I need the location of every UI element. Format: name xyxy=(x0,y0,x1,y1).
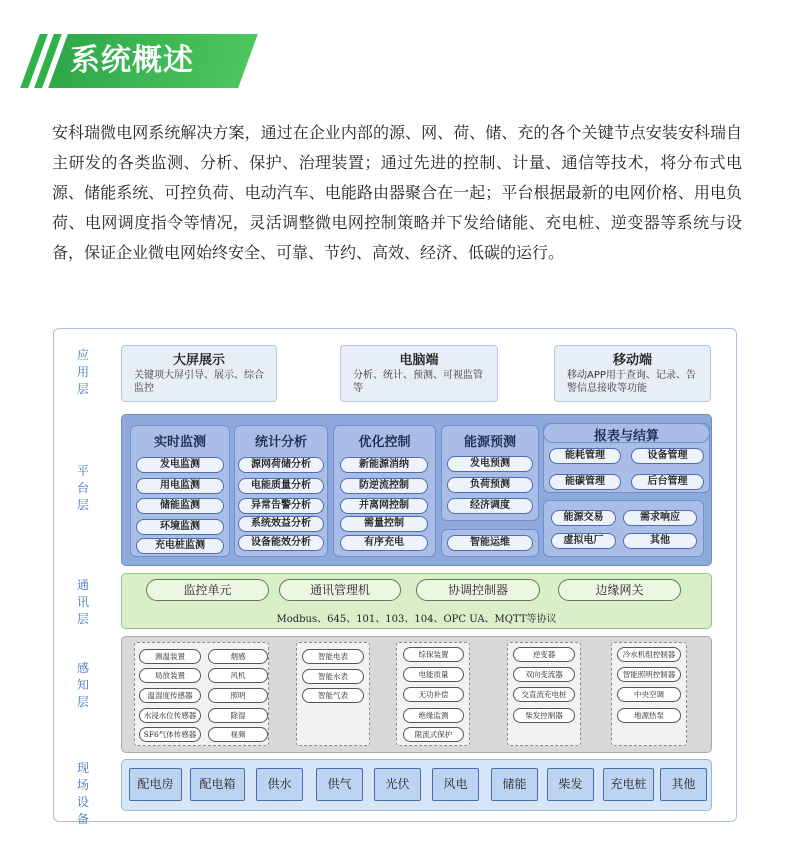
sense-item: 水浸水位传感器 xyxy=(139,708,201,723)
group-title: 能源预测 xyxy=(463,435,516,450)
pill-realtime-3: 储能监测 xyxy=(136,498,224,514)
sense-item: 柴发控制器 xyxy=(513,708,575,723)
sense-item: 限流式保护 xyxy=(403,727,464,742)
pill-trade-1: 能源交易 xyxy=(551,510,616,526)
comm-manager: 通讯管理机 xyxy=(279,579,401,601)
sense-item: 双向变流器 xyxy=(513,667,575,682)
app-card-desc: 移动APP用于查询、记录、告警信息接收等功能 xyxy=(567,370,696,394)
sense-item: 智能照明控制器 xyxy=(617,667,681,682)
sense-item: 照明 xyxy=(208,688,268,703)
pill-stats-3: 异常告警分析 xyxy=(238,498,324,514)
intro-paragraph: 安科瑞微电网系统解决方案，通过在企业内部的源、网、荷、储、充的各个关键节点安装安科瑞自主研发的各类监测、分析、保护、治理装置；通过先进的控制、计量、通信等技术，将分布式电源、储能系统、可控负荷、电动汽车、电能路由器聚合在一起；平台根据最新的电网价格、用电负荷、电网调度指令等情况，灵活调整微电网控制策略并下发给储能、充电桩、逆变器等系统与设备，保证企业微电网始终安全、可靠、节约、高效、经济、低碳的运行。 xyxy=(52,123,742,262)
sense-item: SF6气体传感器 xyxy=(139,727,201,742)
pill-optimize-5: 有序充电 xyxy=(340,535,428,551)
pill-realtime-2: 用电监测 xyxy=(136,478,224,494)
pill-stats-2: 电能质量分析 xyxy=(238,478,324,494)
sense-item: 温湿度传感器 xyxy=(139,688,201,703)
sense-item: 电能质量 xyxy=(403,667,464,682)
pill-realtime-5: 充电桩监测 xyxy=(136,538,224,554)
sense-item: 视频 xyxy=(208,727,268,742)
layer-label-app: 应用层 xyxy=(76,348,89,396)
app-card-mobile xyxy=(554,345,711,402)
app-card-title: 电脑端 xyxy=(399,353,439,368)
pill-optimize-1: 新能源消纳 xyxy=(340,457,428,473)
pill-trade-4: 其他 xyxy=(623,533,697,549)
group-title: 实时监测 xyxy=(153,435,206,450)
sense-item: 地源热泵 xyxy=(617,708,681,723)
section-title: 系统概述 xyxy=(70,43,194,78)
field-item: 风电 xyxy=(432,768,479,801)
layer-label-sense: 感知层 xyxy=(76,661,89,709)
sense-item: 除湿 xyxy=(208,708,268,723)
section-banner xyxy=(18,34,258,88)
comm-protocols: Modbus、645、101、103、104、OPC UA、MQTT等协议 xyxy=(276,614,557,625)
pill-report-4: 后台管理 xyxy=(631,474,704,490)
group-title: 统计分析 xyxy=(254,435,307,450)
pill-stats-1: 源网荷储分析 xyxy=(238,457,324,473)
sense-item: 烟感 xyxy=(208,649,268,664)
pill-realtime-4: 环境监测 xyxy=(136,519,224,535)
field-item: 供水 xyxy=(256,768,303,801)
pill-optimize-4: 需量控制 xyxy=(340,516,428,532)
comm-edge-gateway: 边缘网关 xyxy=(558,579,681,601)
sense-item: 智能气表 xyxy=(302,688,364,703)
field-item: 配电房 xyxy=(129,768,182,801)
comm-monitor-unit: 监控单元 xyxy=(146,579,269,601)
pill-optimize-2: 防逆流控制 xyxy=(340,478,428,494)
sense-item: 智能水表 xyxy=(302,669,364,684)
field-item: 储能 xyxy=(491,768,538,801)
layer-label-platform: 平台层 xyxy=(76,464,89,512)
layer-label-comm: 通讯层 xyxy=(76,578,89,626)
app-card-desc: 分析、统计、预测、可视监管等 xyxy=(353,370,483,394)
field-item: 配电箱 xyxy=(190,768,245,801)
field-item: 充电桩 xyxy=(603,768,654,801)
pill-report-1: 能耗管理 xyxy=(549,448,621,464)
field-item: 柴发 xyxy=(547,768,594,801)
pill-forecast-3: 经济调度 xyxy=(447,498,533,514)
pill-forecast-2: 负荷预测 xyxy=(447,477,533,493)
layer-label-field: 现场设备 xyxy=(76,761,89,826)
comm-coordinator: 协调控制器 xyxy=(416,579,540,601)
pill-stats-5: 设备能效分析 xyxy=(238,535,324,551)
group-title: 报表与结算 xyxy=(593,429,659,444)
sense-item: 无功补偿 xyxy=(403,687,464,702)
app-card-title: 移动端 xyxy=(612,353,652,368)
app-card-title: 大屏展示 xyxy=(172,353,225,368)
group-title: 优化控制 xyxy=(358,435,411,450)
sense-item: 绝缘监测 xyxy=(403,708,464,723)
field-item: 其他 xyxy=(660,768,707,801)
sense-item: 中央空调 xyxy=(617,687,681,702)
pill-trade-3: 虚拟电厂 xyxy=(551,533,616,549)
pill-optimize-3: 并离网控制 xyxy=(340,498,428,514)
sense-item: 交直流充电桩 xyxy=(513,687,575,702)
pill-trade-2: 需求响应 xyxy=(623,510,697,526)
pill-realtime-1: 发电监测 xyxy=(136,457,224,473)
pill-report-2: 设备管理 xyxy=(631,448,704,464)
sense-item: 综保装置 xyxy=(403,647,464,662)
pill-forecast-1: 发电预测 xyxy=(447,456,533,472)
pill-report-3: 能碳管理 xyxy=(549,474,621,490)
app-card-bigscreen xyxy=(121,345,277,402)
sense-item: 风机 xyxy=(208,668,268,683)
sense-item: 局放装置 xyxy=(139,668,201,683)
sense-item: 测温装置 xyxy=(139,649,201,664)
field-item: 光伏 xyxy=(374,768,421,801)
pill-smart-ops: 智能运维 xyxy=(447,535,533,551)
app-card-desc: 关键项大屏引导、展示、综合监控 xyxy=(134,370,264,394)
field-item: 供气 xyxy=(316,768,363,801)
group-report-header xyxy=(543,423,710,443)
app-card-pc xyxy=(340,345,498,402)
sense-item: 逆变器 xyxy=(513,647,575,662)
sense-item: 智能电表 xyxy=(302,649,364,664)
sense-item: 冷水机组控制器 xyxy=(617,647,681,662)
pill-stats-4: 系统效益分析 xyxy=(238,516,324,532)
